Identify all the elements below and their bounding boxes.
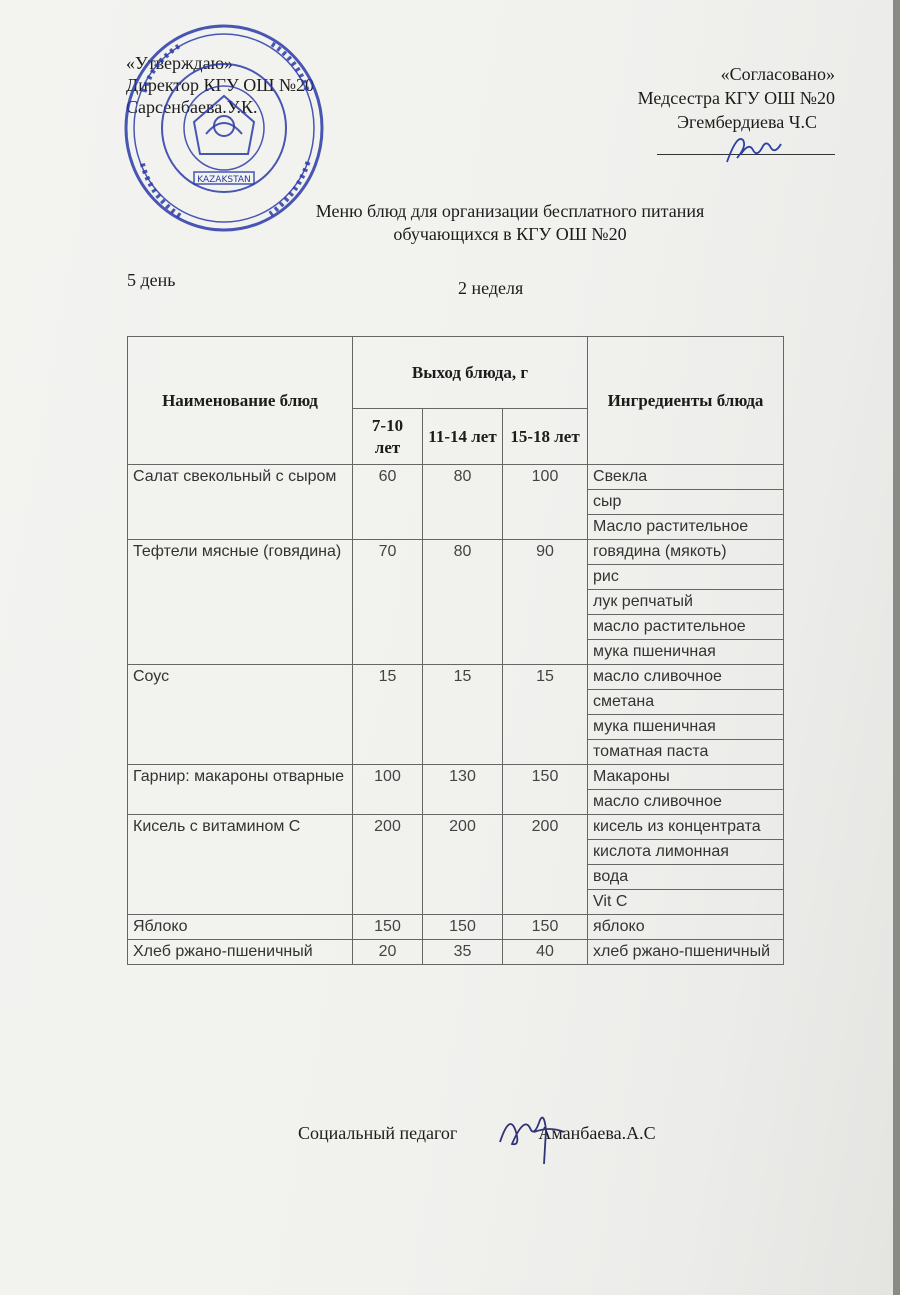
agreement-heading: «Согласовано» bbox=[720, 64, 835, 84]
portion-15-18: 200 bbox=[503, 815, 588, 915]
dish-name: Кисель с витамином С bbox=[128, 815, 353, 915]
dish-name: Салат свекольный с сыром bbox=[128, 465, 353, 540]
ingredient: Свекла bbox=[588, 465, 784, 490]
table-row bbox=[128, 815, 784, 840]
agreement-block bbox=[638, 62, 835, 134]
col-header-age-3: 15-18 лет bbox=[503, 409, 588, 465]
dish-name: Хлеб ржано-пшеничный bbox=[128, 940, 353, 965]
col-header-ingredients: Ингредиенты блюда bbox=[588, 337, 784, 465]
ingredient: масло сливочное bbox=[588, 790, 784, 815]
dish-name: Яблоко bbox=[128, 915, 353, 940]
col-header-output: Выход блюда, г bbox=[353, 337, 588, 409]
portion-11-14: 15 bbox=[423, 665, 503, 765]
ingredient: Масло растительное bbox=[588, 515, 784, 540]
ingredient: лук репчатый bbox=[588, 590, 784, 615]
ingredient: масло сливочное bbox=[588, 665, 784, 690]
table-row bbox=[128, 665, 784, 690]
title-line-2: обучающихся в КГУ ОШ №20 bbox=[393, 224, 627, 244]
ingredient: сметана bbox=[588, 690, 784, 715]
ingredient: томатная паста bbox=[588, 740, 784, 765]
footer-signoff bbox=[298, 1123, 656, 1144]
portion-7-10: 15 bbox=[353, 665, 423, 765]
svg-text:KAZAKSTAN: KAZAKSTAN bbox=[197, 175, 251, 185]
portion-11-14: 80 bbox=[423, 465, 503, 540]
table-row bbox=[128, 465, 784, 490]
dish-name: Гарнир: макароны отварные bbox=[128, 765, 353, 815]
ingredient: рис bbox=[588, 565, 784, 590]
approval-position: Директор КГУ ОШ №20 bbox=[126, 75, 315, 95]
ingredient: хлеб ржано-пшеничный bbox=[588, 940, 784, 965]
dish-name: Соус bbox=[128, 665, 353, 765]
day-label: 5 день bbox=[127, 270, 176, 290]
portion-7-10: 200 bbox=[353, 815, 423, 915]
col-header-dish: Наименование блюд bbox=[128, 337, 353, 465]
ingredient: яблоко bbox=[588, 915, 784, 940]
portion-7-10: 20 bbox=[353, 940, 423, 965]
ingredient: говядина (мякоть) bbox=[588, 540, 784, 565]
portion-15-18: 150 bbox=[503, 765, 588, 815]
ingredient: мука пшеничная bbox=[588, 640, 784, 665]
portion-11-14: 130 bbox=[423, 765, 503, 815]
portion-7-10: 60 bbox=[353, 465, 423, 540]
table-row bbox=[128, 915, 784, 940]
ingredient: кисель из концентрата bbox=[588, 815, 784, 840]
approval-heading: «Утверждаю» bbox=[126, 53, 234, 73]
dish-name: Тефтели мясные (говядина) bbox=[128, 540, 353, 665]
ingredient: мука пшеничная bbox=[588, 715, 784, 740]
col-header-age-1: 7-10 лет bbox=[353, 409, 423, 465]
menu-table bbox=[127, 336, 784, 965]
agreement-position: Медсестра КГУ ОШ №20 bbox=[637, 88, 835, 108]
document-title bbox=[0, 200, 900, 246]
ingredient: кислота лимонная bbox=[588, 840, 784, 865]
week-label: 2 неделя bbox=[458, 278, 524, 298]
portion-15-18: 15 bbox=[503, 665, 588, 765]
portion-15-18: 100 bbox=[503, 465, 588, 540]
portion-11-14: 150 bbox=[423, 915, 503, 940]
ingredient: Vit C bbox=[588, 890, 784, 915]
approval-name: Сарсенбаева.У.К. bbox=[126, 97, 258, 117]
portion-15-18: 90 bbox=[503, 540, 588, 665]
ingredient: Макароны bbox=[588, 765, 784, 790]
title-line-1: Меню блюд для организации бесплатного питания bbox=[315, 201, 705, 221]
portion-7-10: 150 bbox=[353, 915, 423, 940]
ingredient: сыр bbox=[588, 490, 784, 515]
portion-11-14: 35 bbox=[423, 940, 503, 965]
table-row bbox=[128, 540, 784, 565]
table-row bbox=[128, 940, 784, 965]
portion-7-10: 70 bbox=[353, 540, 423, 665]
portion-15-18: 150 bbox=[503, 915, 588, 940]
portion-15-18: 40 bbox=[503, 940, 588, 965]
teacher-signature bbox=[494, 1102, 566, 1172]
col-header-age-2: 11-14 лет bbox=[423, 409, 503, 465]
footer-position: Социальный педагог bbox=[298, 1123, 458, 1143]
nurse-signature bbox=[723, 132, 783, 166]
portion-7-10: 100 bbox=[353, 765, 423, 815]
agreement-name: Эгембердиева Ч.С bbox=[677, 112, 817, 132]
portion-11-14: 200 bbox=[423, 815, 503, 915]
footer-name: Аманбаева.А.С bbox=[538, 1123, 656, 1143]
ingredient: вода bbox=[588, 865, 784, 890]
portion-11-14: 80 bbox=[423, 540, 503, 665]
table-row bbox=[128, 765, 784, 790]
ingredient: масло растительное bbox=[588, 615, 784, 640]
